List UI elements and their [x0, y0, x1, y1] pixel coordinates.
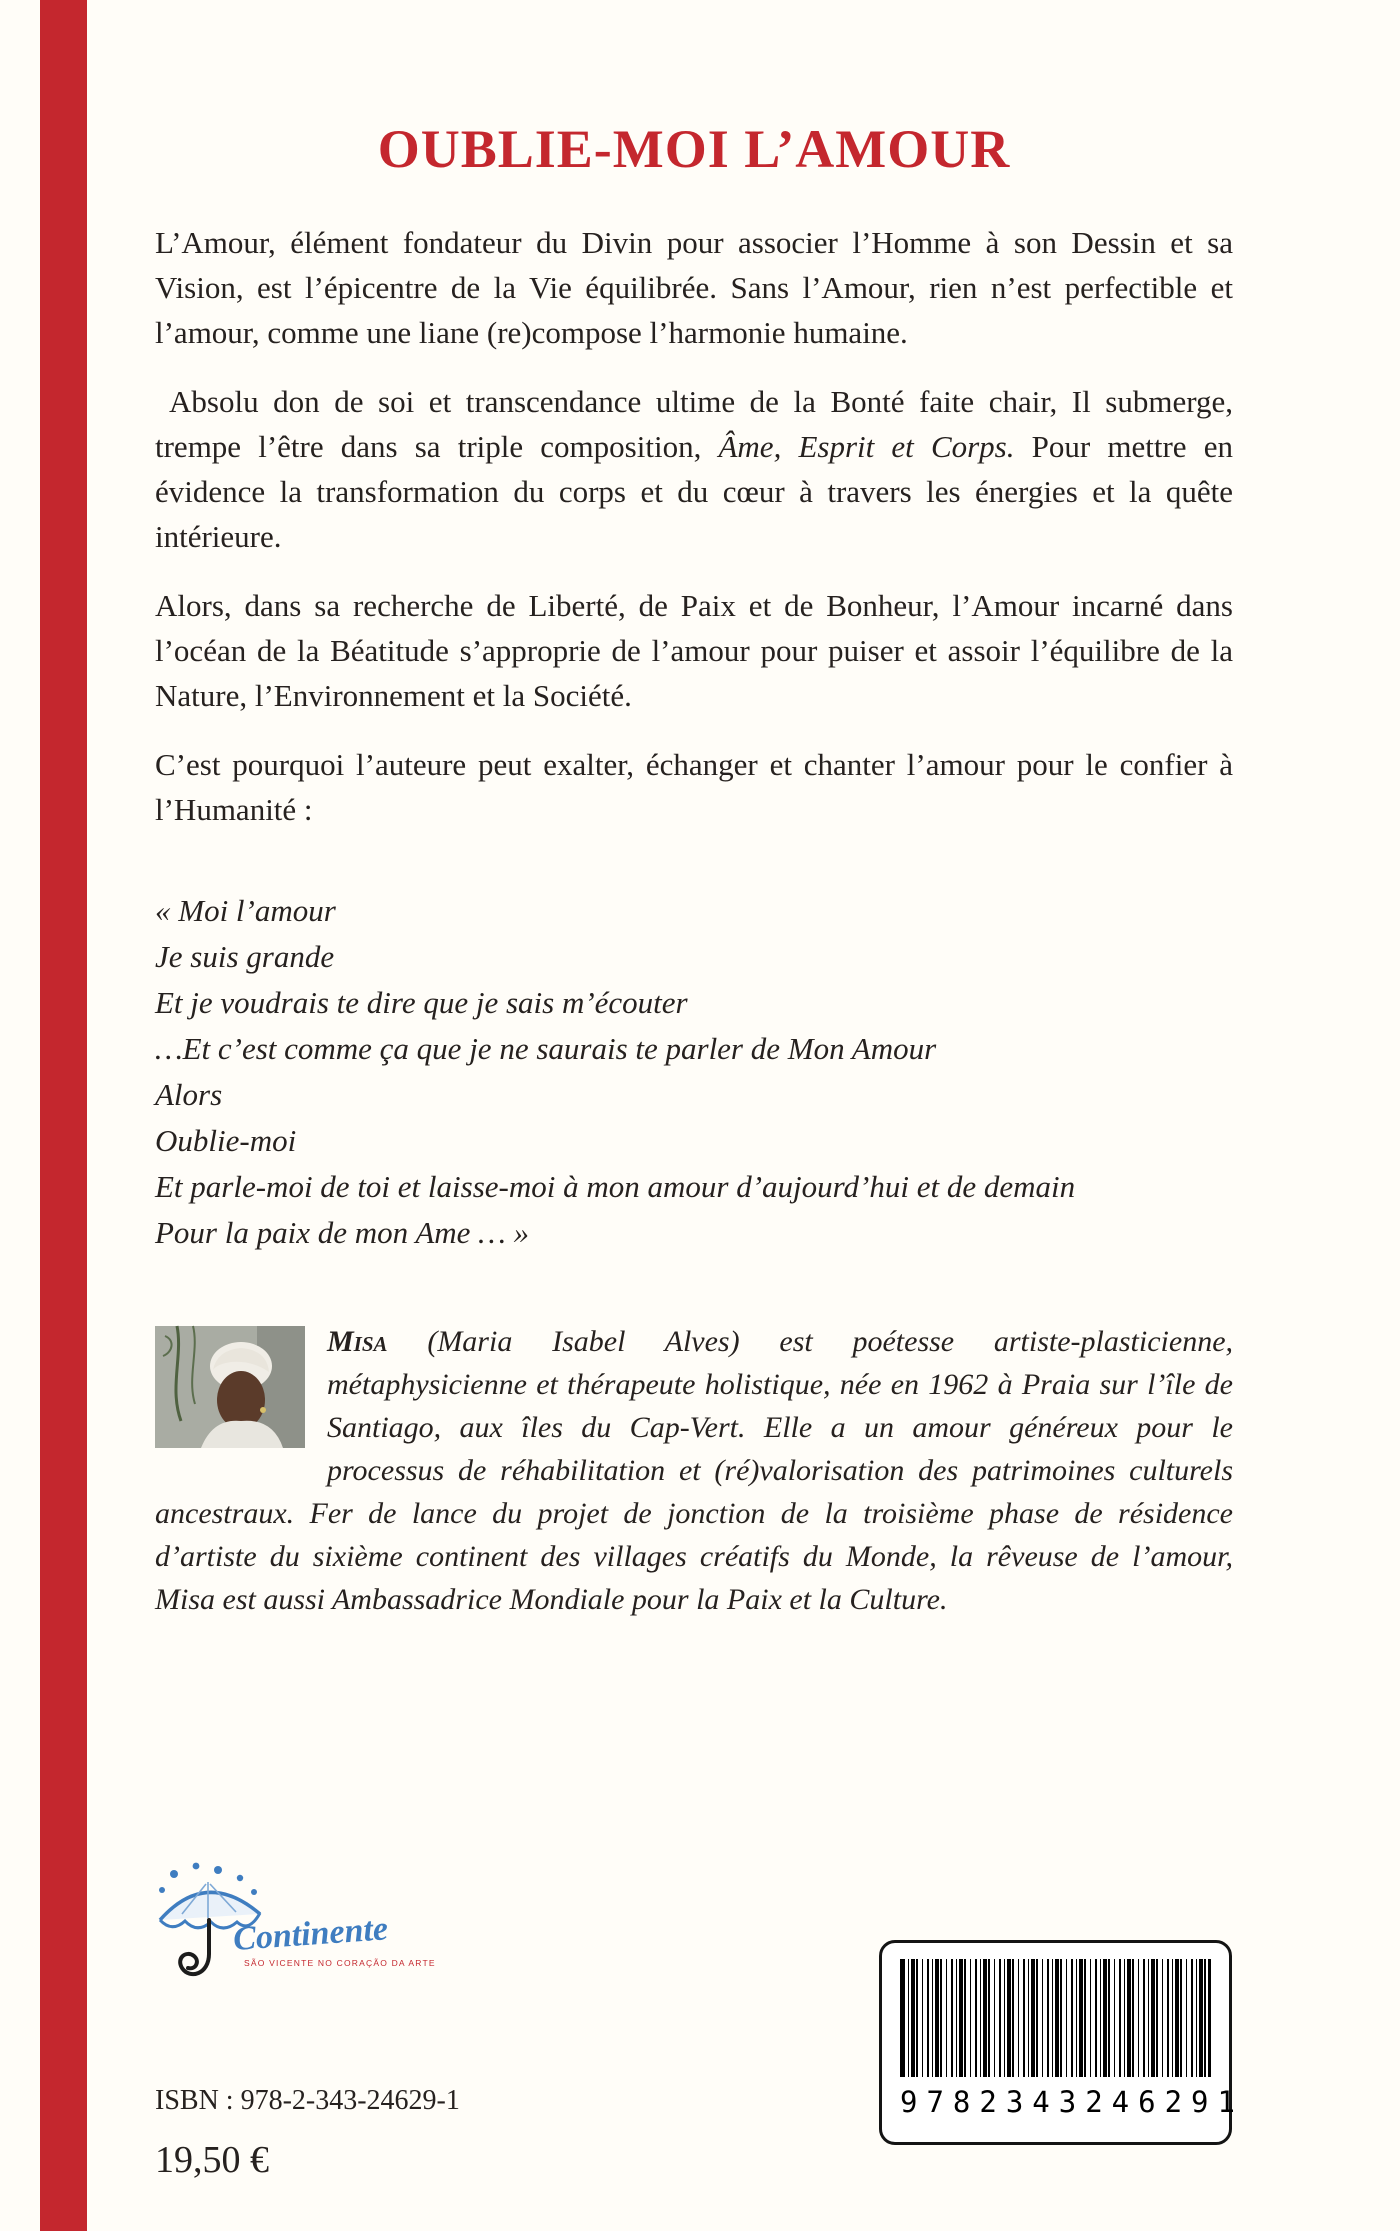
poem-line: …Et c’est comme ça que je ne saurais te parler de Mon Amour [155, 1031, 937, 1066]
publisher-logo-tagline: SÃO VICENTE NO CORAÇÃO DA ARTE [244, 1958, 436, 1968]
poem-line: Oublie-moi [155, 1123, 297, 1158]
spine-red-bar [40, 0, 87, 2231]
publisher-logo-text: Continente [231, 1910, 390, 1958]
barcode-bars [900, 1959, 1211, 2077]
paragraph-cest-pourquoi: C’est pourquoi l’auteure peut exalter, échanger et chanter l’amour pour le confier à l’Humanité : [155, 747, 1233, 827]
paragraph-absolu-italic-phrase: Âme, Esprit et Corps. [718, 429, 1015, 464]
paragraph-intro: L’Amour, élément fondateur du Divin pour associer l’Homme à son Dessin et sa Vision, est l’épicentre de la Vie équilibrée. Sans l’Amour, rien n’est perfectible et l’amour, comme une liane (re)compose l’harmonie humaine. [155, 225, 1233, 350]
author-photo-image [155, 1326, 305, 1448]
isbn-text: ISBN : 978-2-343-24629-1 [155, 2085, 460, 2116]
poem-line: Je suis grande [155, 939, 335, 974]
paragraph-absolu [155, 379, 1233, 559]
paragraph-absolu-end: Pour mettre en évidence la transformation du corps et du cœur à travers les énergies et la quête intérieure. [155, 429, 1233, 554]
poem-line: « Moi l’amour [155, 893, 336, 928]
paragraph-absolu-start: Absolu don de soi et transcendance ultime de la Bonté faite chair, Il submerge, trempe l’être dans sa triple composition, [155, 384, 1233, 464]
back-cover-text-block [155, 0, 1233, 1621]
publisher-logo-image [148, 1858, 436, 2003]
publisher-logo [148, 1858, 436, 2003]
poem-line: Et je voudrais te dire que je sais m’écouter [155, 985, 688, 1020]
author-photo [155, 1326, 305, 1448]
price-text: 19,50 € [155, 2139, 269, 2181]
poem-line: Pour la paix de mon Ame … » [155, 1215, 529, 1250]
page-title: OUBLIE-MOI L’AMOUR [377, 119, 1011, 179]
author-bio-text: (Maria Isabel Alves) est poétesse artiste-plasticienne, métaphysicienne et thérapeute holistique, née en 1962 à Praia sur l’île de Santiago, aux îles du Cap-Vert. Elle a un amour généreux pour le processus de réhabilitation et (ré)valorisation des patrimoines culturels ancestraux. Fer de lance du projet de jonction de la troisième phase de résidence d’artiste du sixième continent des villages créatifs du Monde, la rêveuse de l’amour, Misa est aussi Ambassadrice Mondiale pour la Paix et la Culture. [155, 1325, 1234, 1616]
paragraph-alors: Alors, dans sa recherche de Liberté, de Paix et de Bonheur, l’Amour incarné dans l’océan de la Béatitude s’approprie de l’amour pour puiser et assoir l’équilibre de la Nature, l’Environnement et la Société. [155, 588, 1233, 713]
barcode [879, 1940, 1244, 2145]
poem-line: Et parle-moi de toi et laisse-moi à mon amour d’aujourd’hui et de demain [155, 1169, 1076, 1204]
poem-quote [155, 888, 1233, 1256]
author-name: Misa [327, 1325, 388, 1358]
poem-line: Alors [155, 1077, 223, 1112]
barcode-number: 9782343246291 [900, 2085, 1244, 2119]
author-bio [155, 1320, 1233, 1621]
